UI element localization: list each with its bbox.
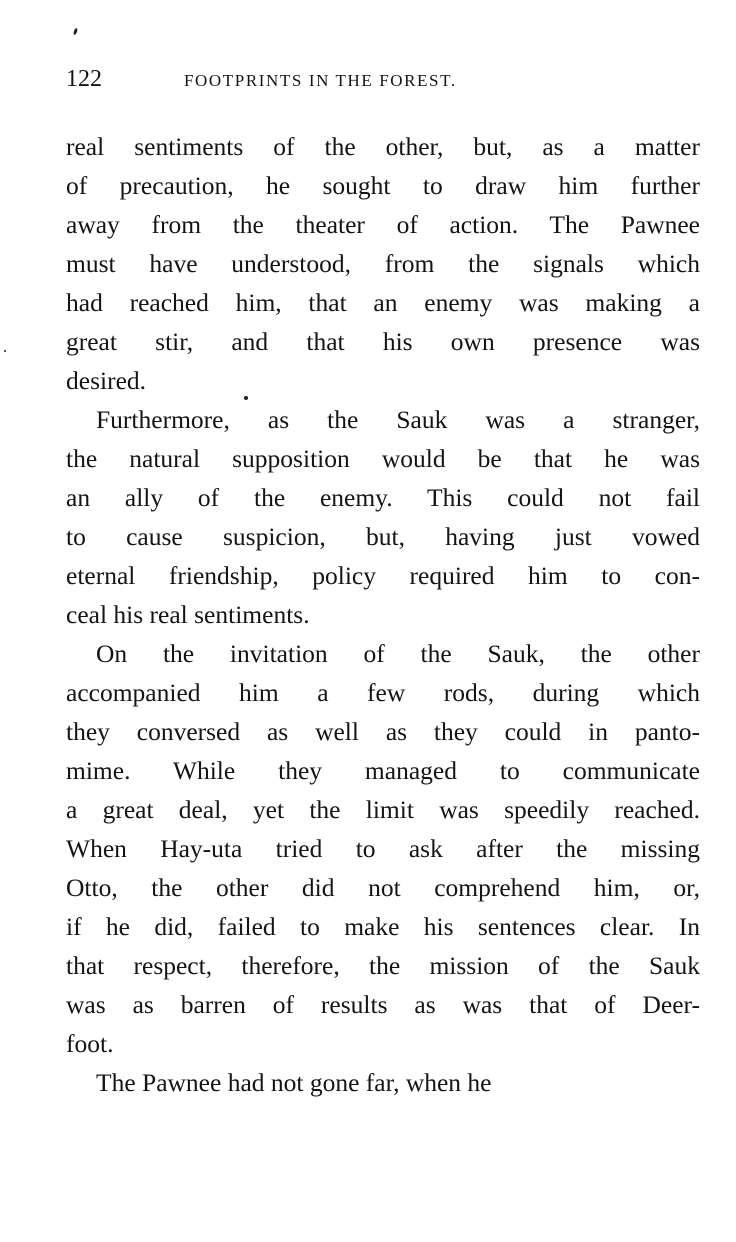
text-line: a great deal, yet the limit was speedily reached. bbox=[66, 795, 700, 824]
text-line: real sentiments of the other, but, as a matter bbox=[66, 132, 700, 161]
ink-speck bbox=[4, 350, 6, 352]
paragraph bbox=[66, 400, 700, 634]
text-line: to cause suspicion, but, having just vowed bbox=[66, 522, 700, 551]
body-text bbox=[66, 127, 700, 1102]
text-line: had reached him, that an enemy was making a bbox=[66, 288, 700, 317]
page-header bbox=[66, 62, 700, 96]
text-line: that respect, therefore, the mission of the Sauk bbox=[66, 951, 700, 980]
text-line: foot. bbox=[66, 1029, 114, 1058]
text-line: away from the theater of action. The Pawnee bbox=[66, 210, 700, 239]
text-line: great stir, and that his own presence was bbox=[66, 327, 700, 356]
text-line: eternal friendship, policy required him to con- bbox=[66, 561, 700, 590]
text-line: of precaution, he sought to draw him further bbox=[66, 171, 700, 200]
text-line: if he did, failed to make his sentences clear. In bbox=[66, 912, 700, 941]
text-line: Furthermore, as the Sauk was a stranger, bbox=[96, 405, 700, 434]
text-line: an ally of the enemy. This could not fail bbox=[66, 483, 700, 512]
paragraph bbox=[66, 127, 700, 400]
text-line: The Pawnee had not gone far, when he bbox=[96, 1068, 492, 1097]
text-line: they conversed as well as they could in panto- bbox=[66, 717, 700, 746]
text-line: Otto, the other did not comprehend him, or, bbox=[66, 873, 700, 902]
text-line: must have understood, from the signals which bbox=[66, 249, 700, 278]
ink-speck bbox=[73, 28, 78, 36]
text-line: ceal his real sentiments. bbox=[66, 600, 310, 629]
text-line: accompanied him a few rods, during which bbox=[66, 678, 700, 707]
text-line: mime. While they managed to communicate bbox=[66, 756, 700, 785]
page-number: 122 bbox=[66, 66, 102, 92]
text-line: On the invitation of the Sauk, the other bbox=[96, 639, 700, 668]
text-line: desired. bbox=[66, 366, 147, 395]
paragraph bbox=[66, 1063, 700, 1102]
text-line: was as barren of results as was that of Deer- bbox=[66, 990, 700, 1019]
running-title: FOOTPRINTS IN THE FOREST. bbox=[184, 71, 457, 90]
text-line: the natural supposition would be that he was bbox=[66, 444, 700, 473]
paragraph bbox=[66, 634, 700, 1063]
text-line: When Hay-uta tried to ask after the missing bbox=[66, 834, 700, 863]
